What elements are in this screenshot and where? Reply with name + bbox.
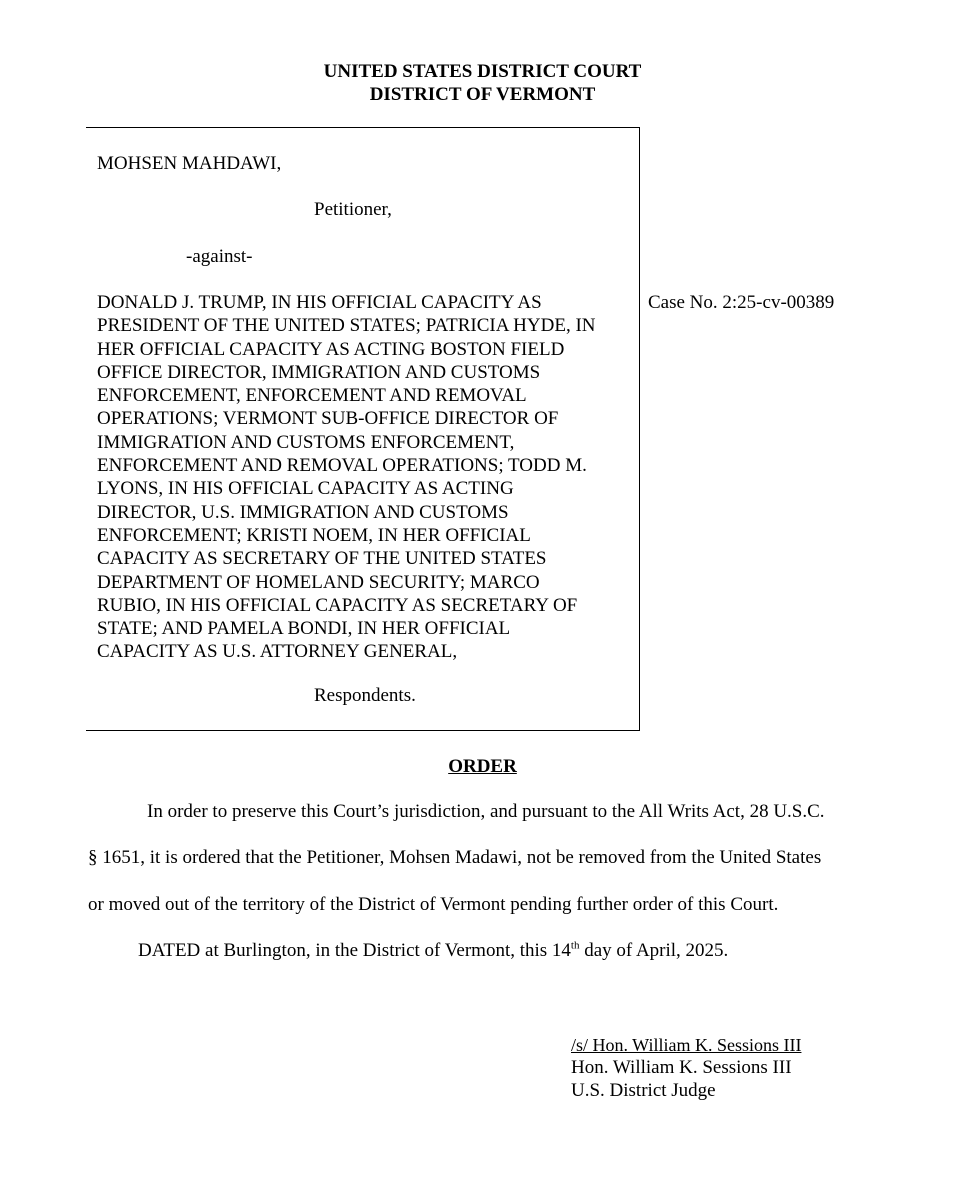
respondents-line: DONALD J. TRUMP, IN HIS OFFICIAL CAPACITY AS	[97, 292, 542, 313]
dated-line	[138, 940, 728, 962]
order-line: or moved out of the territory of the District of Vermont pending further order of this Court.	[88, 894, 779, 915]
respondents-line: ENFORCEMENT AND REMOVAL OPERATIONS; TODD M.	[97, 455, 587, 477]
respondents-line: OFFICE DIRECTOR, IMMIGRATION AND CUSTOMS	[97, 361, 541, 383]
court-name: UNITED STATES DISTRICT COURT	[323, 61, 642, 82]
respondents-line: HER OFFICIAL CAPACITY AS ACTING BOSTON FIELD	[97, 338, 565, 360]
order-line: In order to preserve this Court’s jurisdiction, and pursuant to the All Writs Act, 28 U.S.C.	[147, 801, 825, 822]
order-line: § 1651, it is ordered that the Petitioner, Mohsen Madawi, not be removed from the United States	[88, 847, 822, 868]
respondents-role: Respondents.	[314, 685, 416, 706]
order-title: ORDER	[448, 756, 517, 777]
respondents-line: DEPARTMENT OF HOMELAND SECURITY; MARCO	[97, 571, 540, 593]
judge-title: U.S. District Judge	[571, 1080, 716, 1101]
signature-line	[571, 1034, 833, 1057]
case-number: Case No. 2:25-cv-00389	[648, 292, 835, 313]
respondents-line: STATE; AND PAMELA BONDI, IN HER OFFICIAL	[97, 618, 511, 640]
respondents-line: LYONS, IN HIS OFFICIAL CAPACITY AS ACTING	[97, 478, 514, 500]
court-heading	[0, 60, 965, 106]
respondents-line: ENFORCEMENT, ENFORCEMENT AND REMOVAL	[97, 385, 527, 407]
against-label: -against-	[186, 246, 253, 267]
respondents-line: RUBIO, IN HIS OFFICIAL CAPACITY AS SECRETARY OF	[97, 594, 578, 616]
respondents-list	[97, 291, 637, 664]
respondents-line: DIRECTOR, U.S. IMMIGRATION AND CUSTOMS	[97, 501, 509, 523]
electronic-signature: /s/ Hon. William K. Sessions III	[571, 1035, 802, 1055]
petitioner-name: MOHSEN MAHDAWI,	[97, 153, 282, 174]
respondents-line: OPERATIONS; VERMONT SUB-OFFICE DIRECTOR OF	[97, 408, 559, 430]
respondents-line: PRESIDENT OF THE UNITED STATES; PATRICIA HYDE, IN	[97, 315, 596, 337]
respondents-line: CAPACITY AS U.S. ATTORNEY GENERAL,	[97, 641, 458, 663]
respondents-line: ENFORCEMENT; KRISTI NOEM, IN HER OFFICIAL	[97, 524, 531, 546]
dated-ordinal: th	[570, 939, 580, 952]
judge-name: Hon. William K. Sessions III	[571, 1057, 792, 1078]
respondents-line: IMMIGRATION AND CUSTOMS ENFORCEMENT,	[97, 431, 515, 453]
dated-rest: day of April, 2025.	[579, 940, 729, 961]
dated-prefix: DATED at Burlington, in the District of Vermont, this 14	[138, 940, 571, 961]
petitioner-role: Petitioner,	[314, 199, 392, 220]
respondents-line: CAPACITY AS SECRETARY OF THE UNITED STATES	[97, 548, 547, 570]
court-district: DISTRICT OF VERMONT	[369, 84, 596, 105]
